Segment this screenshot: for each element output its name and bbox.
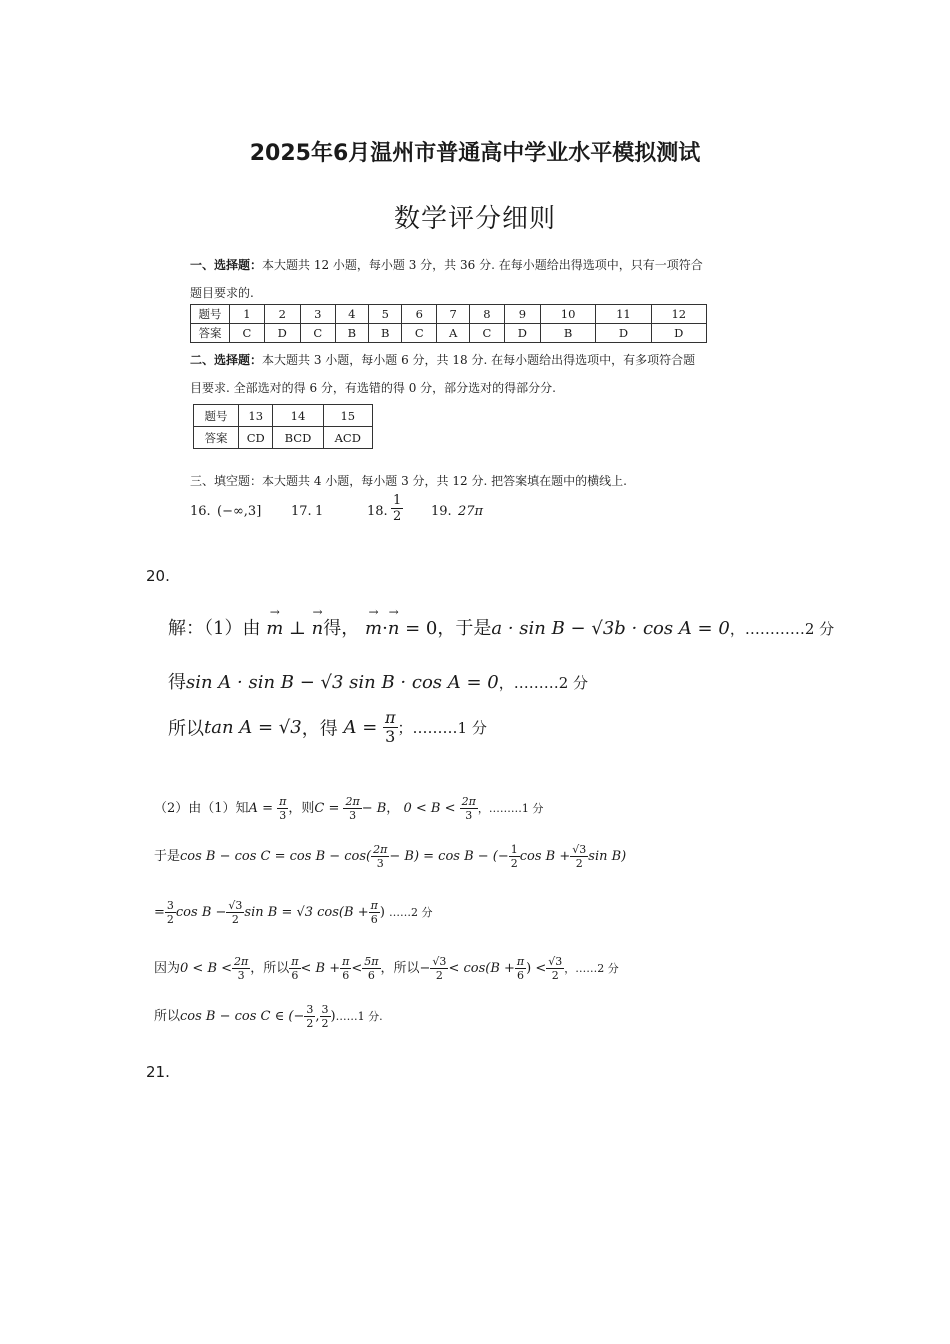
fraction-denominator: 2 bbox=[306, 1017, 314, 1030]
fraction-numerator: 3 bbox=[306, 1003, 314, 1016]
section1-desc2: 题目要求的. bbox=[190, 286, 254, 300]
fraction-numerator: 2π bbox=[373, 843, 388, 856]
equation: a · sin B − √3b · cos A = 0 bbox=[491, 618, 730, 639]
text-segment: = 0 bbox=[399, 618, 438, 639]
text-segment: ) bbox=[379, 905, 385, 920]
text-segment: 因为 bbox=[154, 961, 181, 976]
table-cell: 11 bbox=[596, 305, 651, 324]
text-segment: cos B − cos C = cos B − cos( bbox=[180, 849, 372, 864]
table-row-label: 答案 bbox=[191, 324, 230, 343]
section2-intro bbox=[190, 351, 695, 368]
fraction-numerator: √3 bbox=[228, 899, 243, 912]
table-cell: BCD bbox=[273, 427, 323, 449]
answer-16: (−∞,3] bbox=[217, 504, 262, 519]
vector-n: → n bbox=[388, 618, 400, 639]
table-cell: D bbox=[651, 324, 706, 343]
table-cell: B bbox=[540, 324, 595, 343]
table-cell: 15 bbox=[323, 405, 372, 427]
text-segment: ，所以 bbox=[250, 961, 290, 976]
fraction bbox=[232, 956, 250, 981]
table-cell: 5 bbox=[369, 305, 402, 324]
table-row-label: 题号 bbox=[191, 305, 230, 324]
fraction bbox=[340, 956, 351, 981]
fraction-numerator: 3 bbox=[321, 1003, 329, 1016]
fraction-denominator: 3 bbox=[385, 727, 396, 746]
table-row-label: 答案 bbox=[194, 427, 239, 449]
table-cell: B bbox=[335, 324, 368, 343]
fraction bbox=[304, 1004, 315, 1029]
text-segment: ) < bbox=[526, 961, 547, 976]
q20-part2-line4 bbox=[154, 956, 619, 981]
table-cell: 4 bbox=[335, 305, 368, 324]
equation: tan A = √3 bbox=[204, 717, 302, 738]
fraction-denominator: 2 bbox=[575, 857, 583, 870]
table-cell: 1 bbox=[230, 305, 265, 324]
fraction-numerator: 5π bbox=[364, 955, 379, 968]
fraction bbox=[343, 796, 361, 821]
table-cell: 3 bbox=[300, 305, 335, 324]
section1-answer-table bbox=[190, 304, 707, 343]
score-note: ……1 分. bbox=[335, 1010, 383, 1023]
fraction bbox=[165, 900, 176, 925]
q20-part1-line2 bbox=[168, 668, 588, 694]
section1-heading: 一、选择题： bbox=[190, 258, 263, 272]
text-segment: 0 < B < bbox=[180, 961, 233, 976]
fraction-denominator: 6 bbox=[342, 969, 350, 982]
section2-desc1: 本大题共 3 小题，每小题 6 分，共 18 分. 在每小题给出得选项中，有多项符合题 bbox=[262, 353, 696, 367]
fraction-numerator: √3 bbox=[432, 955, 447, 968]
section3-intro bbox=[190, 472, 627, 489]
fraction-denominator: 3 bbox=[279, 809, 287, 822]
section2-desc2: 目要求. 全部选对的得 6 分，有选错的得 0 分，部分选对的得部分分. bbox=[190, 381, 556, 395]
text-segment: A = bbox=[248, 801, 273, 816]
answer-19: 27π bbox=[458, 504, 484, 519]
fraction bbox=[430, 956, 448, 981]
section2-answer-table bbox=[193, 404, 373, 449]
document-subtitle: 数学评分细则 bbox=[393, 204, 556, 234]
text-segment: ，于是 bbox=[437, 618, 492, 639]
table-cell: 2 bbox=[264, 305, 300, 324]
fraction-denominator: 2 bbox=[393, 509, 402, 524]
section3-desc: 本大题共 4 小题，每小题 3 分，共 12 分. 把答案填在题中的横线上. bbox=[262, 474, 627, 488]
fraction-numerator: 2π bbox=[345, 795, 360, 808]
fraction-denominator: 6 bbox=[367, 969, 375, 982]
text-segment: ，得 bbox=[301, 718, 338, 740]
fraction bbox=[515, 956, 526, 981]
text-segment: sin B = √3 cos(B + bbox=[244, 905, 369, 920]
fraction bbox=[277, 796, 288, 821]
table-cell: C bbox=[300, 324, 335, 343]
answer-18-fraction bbox=[391, 494, 403, 523]
fraction-numerator: π bbox=[291, 955, 299, 968]
fraction bbox=[383, 710, 398, 745]
score-note: ；………1 分 bbox=[397, 719, 487, 737]
text-segment: < cos(B + bbox=[448, 961, 515, 976]
section1-intro bbox=[190, 256, 703, 273]
text-segment: − B) = cos B − (− bbox=[389, 849, 509, 864]
equation: sin A · sin B − √3 sin B · cos A = 0 bbox=[186, 672, 499, 693]
text-segment: · bbox=[382, 618, 388, 639]
text-segment: 得， bbox=[323, 618, 360, 639]
table-cell: 13 bbox=[239, 405, 273, 427]
fraction-denominator: 6 bbox=[370, 913, 378, 926]
fraction-numerator: √3 bbox=[548, 955, 563, 968]
text-segment: ， bbox=[386, 801, 400, 816]
score-note: ，………2 分 bbox=[498, 674, 589, 692]
q20-part2-line3 bbox=[154, 900, 433, 925]
text-segment: ⊥ bbox=[289, 618, 306, 639]
text-segment: 于是 bbox=[154, 849, 181, 864]
text-segment: ，则 bbox=[288, 801, 315, 816]
text-segment: ) bbox=[330, 1009, 336, 1024]
table-cell: ACD bbox=[323, 427, 372, 449]
table-cell: 8 bbox=[470, 305, 505, 324]
fraction-denominator: 2 bbox=[321, 1017, 329, 1030]
fraction bbox=[509, 844, 520, 869]
table-cell: 14 bbox=[273, 405, 323, 427]
fraction-denominator: 6 bbox=[517, 969, 525, 982]
fraction-denominator: 3 bbox=[349, 809, 357, 822]
text-segment: 得 bbox=[168, 672, 186, 693]
fraction-denominator: 2 bbox=[551, 969, 559, 982]
fraction bbox=[226, 900, 244, 925]
document-title: 2025年6月温州市普通高中学业水平模拟测试 bbox=[249, 141, 701, 166]
table-row-label: 题号 bbox=[194, 405, 239, 427]
vector-n: → n bbox=[312, 618, 324, 639]
answer-19-label: 19. bbox=[431, 504, 452, 519]
answer-17-label: 17. bbox=[291, 504, 312, 519]
fraction-numerator: π bbox=[370, 899, 378, 912]
text-segment: cos B + bbox=[519, 849, 571, 864]
fraction bbox=[289, 956, 300, 981]
fraction-numerator: 2π bbox=[234, 955, 249, 968]
text-segment: < B + bbox=[300, 961, 341, 976]
question-20-label: 20. bbox=[146, 567, 170, 585]
q20-part2-line2 bbox=[154, 844, 626, 869]
text-segment: 所以 bbox=[154, 1009, 181, 1024]
fraction-denominator: 2 bbox=[510, 857, 518, 870]
fraction-denominator: 2 bbox=[166, 913, 174, 926]
fraction bbox=[369, 900, 380, 925]
section3-heading: 三、填空题： bbox=[190, 474, 263, 488]
q20-part1-line3 bbox=[168, 710, 487, 745]
fraction-numerator: π bbox=[279, 795, 287, 808]
text-segment: cos B − bbox=[175, 905, 227, 920]
vector-m: → m bbox=[266, 618, 283, 639]
answer-16-label: 16. bbox=[190, 504, 211, 519]
score-note: ，……2 分 bbox=[564, 962, 619, 975]
question-21-label: 21. bbox=[146, 1063, 170, 1081]
fraction-denominator: 3 bbox=[237, 969, 245, 982]
fraction-numerator: 1 bbox=[510, 843, 518, 856]
text-segment: 0 < B < bbox=[403, 801, 456, 816]
answer-17: 1 bbox=[315, 504, 324, 519]
table-cell: D bbox=[596, 324, 651, 343]
fraction-numerator: π bbox=[342, 955, 350, 968]
fraction-denominator: 3 bbox=[465, 809, 473, 822]
fraction-denominator: 2 bbox=[435, 969, 443, 982]
fraction bbox=[570, 844, 588, 869]
q20-part2-line1 bbox=[154, 796, 543, 821]
table-cell: CD bbox=[239, 427, 273, 449]
section2-heading: 二、选择题： bbox=[190, 353, 263, 367]
text-segment: 解：（1）由 bbox=[168, 618, 261, 639]
fraction bbox=[460, 796, 478, 821]
fraction bbox=[362, 956, 380, 981]
table-cell: B bbox=[369, 324, 402, 343]
score-note: ，………1 分 bbox=[477, 802, 544, 815]
text-segment: = bbox=[154, 905, 165, 920]
text-segment: − bbox=[419, 961, 431, 976]
table-cell: D bbox=[264, 324, 300, 343]
fraction-numerator: π bbox=[385, 708, 396, 727]
fraction-denominator: 3 bbox=[376, 857, 384, 870]
section1-desc1: 本大题共 12 小题，每小题 3 分，共 36 分. 在每小题给出得选项中，只有一项符合 bbox=[262, 258, 703, 272]
table-cell: 10 bbox=[540, 305, 595, 324]
fraction bbox=[371, 844, 389, 869]
table-cell: 6 bbox=[402, 305, 437, 324]
answer-18-label: 18. bbox=[367, 504, 388, 519]
text-segment: < bbox=[351, 961, 363, 976]
q20-part1-line1 bbox=[168, 614, 834, 640]
text-segment: 所以 bbox=[168, 718, 204, 740]
text-segment: , bbox=[315, 1009, 320, 1024]
text-segment: （2）由（1）知 bbox=[154, 801, 249, 816]
fraction bbox=[320, 1004, 331, 1029]
text-segment: sin B) bbox=[588, 849, 627, 864]
q20-part2-line5 bbox=[154, 1004, 383, 1029]
table-cell: C bbox=[230, 324, 265, 343]
fraction-numerator: 2π bbox=[461, 795, 476, 808]
table-cell: 12 bbox=[651, 305, 706, 324]
text-segment: C = bbox=[314, 801, 340, 816]
text-segment: A = bbox=[343, 717, 378, 738]
text-segment: ，所以 bbox=[380, 961, 420, 976]
table-cell: 9 bbox=[504, 305, 540, 324]
vector-m: → m bbox=[365, 618, 382, 639]
table-cell: 7 bbox=[437, 305, 470, 324]
table-cell: C bbox=[402, 324, 437, 343]
table-cell: C bbox=[470, 324, 505, 343]
score-note: ，…………2 分 bbox=[729, 620, 835, 638]
score-note: ……2 分 bbox=[389, 906, 433, 919]
fraction-denominator: 2 bbox=[231, 913, 239, 926]
fraction-numerator: π bbox=[516, 955, 525, 968]
fraction-numerator: 3 bbox=[166, 899, 174, 912]
table-cell: D bbox=[504, 324, 540, 343]
fraction-denominator: 6 bbox=[291, 969, 299, 982]
table-cell: A bbox=[437, 324, 470, 343]
fraction bbox=[546, 956, 564, 981]
text-segment: − B bbox=[361, 801, 387, 816]
fraction-numerator: √3 bbox=[572, 843, 587, 856]
fraction-numerator: 1 bbox=[393, 493, 402, 508]
text-segment: cos B − cos C ∈ (− bbox=[180, 1009, 305, 1024]
